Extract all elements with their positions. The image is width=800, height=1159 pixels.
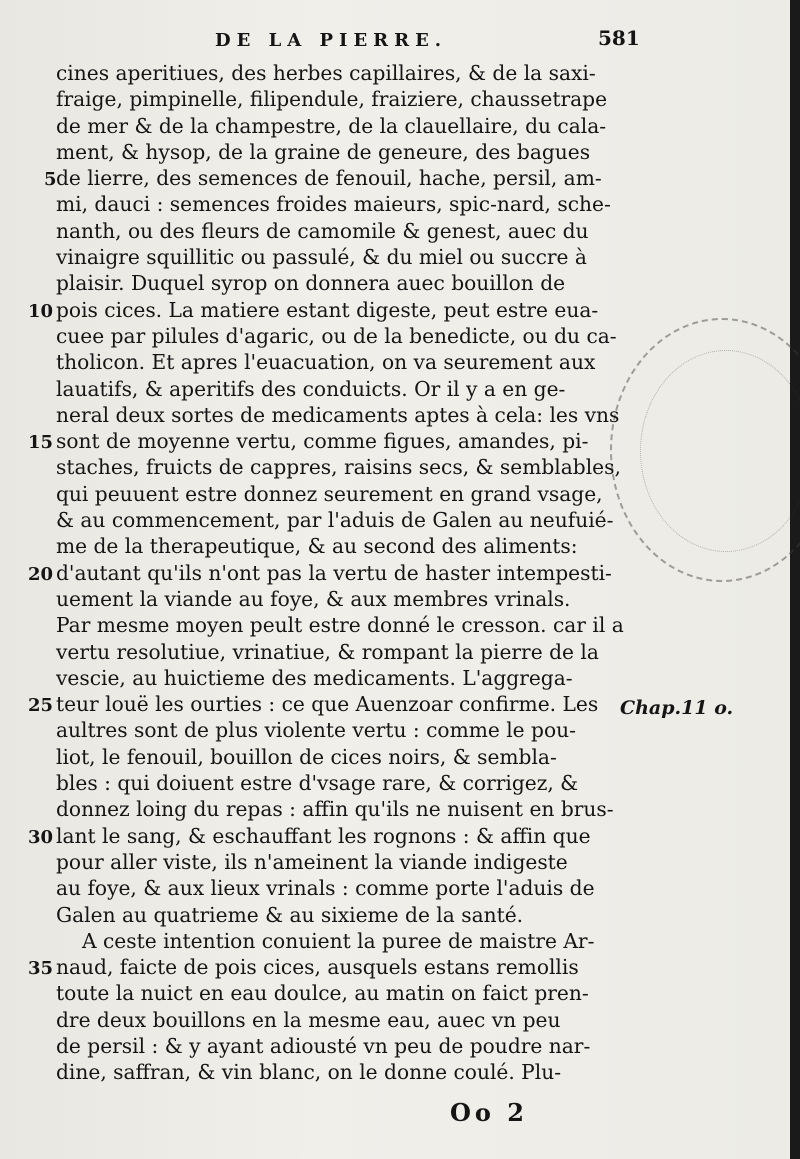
line-number: 10 xyxy=(28,300,54,322)
text-line: lant le sang, & eschauffant les rognons : & affin que xyxy=(56,823,591,848)
text-line: aultres sont de plus violente vertu : comme le pou- xyxy=(56,718,576,743)
text-line: cuee par pilules d'agaric, ou de la benedicte, ou du ca- xyxy=(56,323,617,348)
text-line: mi, dauci : semences froides maieurs, spic-nard, sche- xyxy=(56,192,611,217)
text-line: nanth, ou des fleurs de camomile & genest, auec du xyxy=(56,218,589,243)
text-line: pour aller viste, ils n'ameinent la viande indigeste xyxy=(56,849,568,874)
text-line: vinaigre squillitic ou passulé, & du miel ou succre à xyxy=(56,245,587,270)
text-line: A ceste intention conuient la puree de maistre Ar- xyxy=(82,928,595,953)
text-line: me de la therapeutique, & au second des aliments: xyxy=(56,534,578,559)
margin-note: Chap.11 o. xyxy=(620,697,734,719)
text-line: dre deux bouillons en la mesme eau, auec vn peu xyxy=(56,1007,561,1032)
text-line: Par mesme moyen peult estre donné le cresson. car il a xyxy=(56,613,624,638)
text-line: staches, fruicts de cappres, raisins secs, & semblables, xyxy=(56,455,621,480)
text-line: de lierre, des semences de fenouil, hache, persil, am- xyxy=(56,166,602,191)
text-line: lauatifs, & aperitifs des conduicts. Or il y a en ge- xyxy=(56,376,566,401)
text-line: neral deux sortes de medicaments aptes à cela: les vns xyxy=(56,402,620,427)
line-number: 25 xyxy=(28,695,54,717)
text-line: naud, faicte de pois cices, ausquels estans remollis xyxy=(56,955,579,980)
line-number: 20 xyxy=(28,563,54,585)
text-line: pois cices. La matiere estant digeste, peut estre eua- xyxy=(56,297,599,322)
line-number: 35 xyxy=(28,958,54,980)
body-text xyxy=(56,60,624,1086)
text-line: sont de moyenne vertu, comme figues, amandes, pi- xyxy=(56,429,589,454)
text-line: Galen au quatrieme & au sixieme de la santé. xyxy=(56,902,524,927)
text-line: vertu resolutiue, vrinatiue, & rompant la pierre de la xyxy=(56,639,599,664)
page-number: 581 xyxy=(598,26,640,50)
text-line: fraige, pimpinelle, filipendule, fraiziere, chaussetrape xyxy=(56,87,608,112)
text-line: ment, & hysop, de la graine de geneure, des bagues xyxy=(56,139,591,164)
text-line: qui peuuent estre donnez seurement en grand vsage, xyxy=(56,481,603,506)
line-number: 15 xyxy=(28,432,54,454)
text-line: vescie, au huictieme des medicaments. L'aggrega- xyxy=(56,665,573,690)
running-header: DE LA PIERRE. xyxy=(215,30,448,51)
text-line: cines aperitiues, des herbes capillaires, & de la saxi- xyxy=(56,61,596,85)
text-line: dine, saffran, & vin blanc, on le donne coulé. Plu- xyxy=(56,1060,562,1085)
text-line: tholicon. Et apres l'euacuation, on va seurement aux xyxy=(56,350,596,375)
text-line: plaisir. Duquel syrop on donnera auec bouillon de xyxy=(56,271,566,296)
line-number: 30 xyxy=(28,826,54,848)
text-line: toute la nuict en eau doulce, au matin on faict pren- xyxy=(56,981,589,1006)
text-line: liot, le fenouil, bouillon de cices noirs, & sembla- xyxy=(56,744,557,769)
text-line: au foye, & aux lieux vrinals : comme porte l'aduis de xyxy=(56,876,595,901)
library-stamp-inner-ring xyxy=(640,350,800,552)
signature-mark: Oo 2 xyxy=(450,1098,528,1127)
text-line: de persil : & y ayant adiousté vn peu de poudre nar- xyxy=(56,1033,591,1058)
text-line: bles : qui doiuent estre d'vsage rare, & corrigez, & xyxy=(56,771,579,796)
text-line: de mer & de la champestre, de la clauellaire, du cala- xyxy=(56,113,607,138)
text-line: uement la viande au foye, & aux membres vrinals. xyxy=(56,586,571,611)
text-line: & au commencement, par l'aduis de Galen au neufuié- xyxy=(56,508,614,533)
text-line: teur louë les ourties : ce que Auenzoar confirme. Les xyxy=(56,692,599,717)
line-number: 5 xyxy=(44,169,57,191)
page-edge-shadow xyxy=(790,0,800,1159)
text-line: donnez loing du repas : affin qu'ils ne nuisent en brus- xyxy=(56,797,614,822)
text-line: d'autant qu'ils n'ont pas la vertu de haster intempesti- xyxy=(56,560,612,585)
